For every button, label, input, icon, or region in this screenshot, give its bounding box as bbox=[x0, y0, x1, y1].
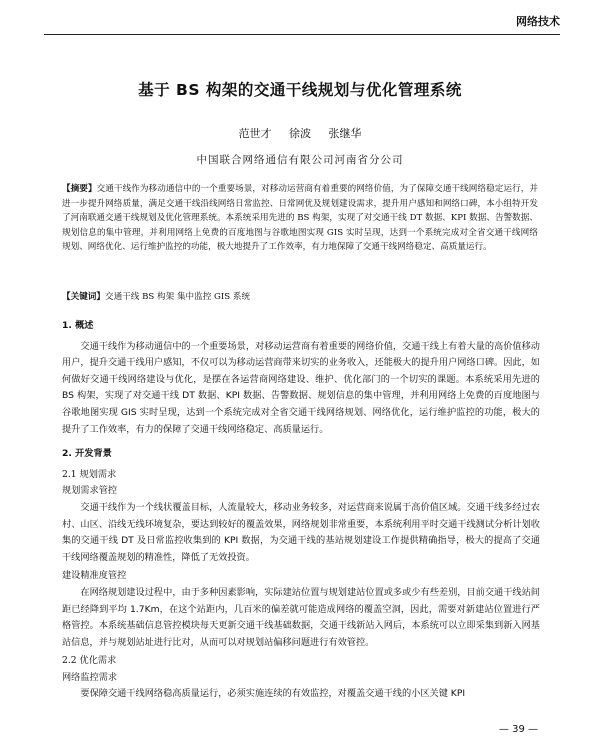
planning-demand-paragraph: 交通干线作为一个线状覆盖目标，人流量较大，移动业务较多，对运营商来说属于高价值区域。交通干线多经过农村、山区、沿线无线环境复杂，要达到较好的覆盖效果，网络规划非常重要，本系统利用平时交通干线测试分析计划收集的交通干线 DT 及日常监控收集到的 KPI 数据，为交通干线的基站规划建设工作提供精确指导，极大的提高了交通干线网络覆盖规划的精准性，降低了无效投资。 bbox=[62, 501, 540, 563]
journal-section-tag: 网络技术 bbox=[516, 15, 560, 28]
planning-subheading-precision: 建设精准度管控 bbox=[62, 570, 127, 582]
optimization-subheading-monitoring: 网络监控需求 bbox=[62, 671, 118, 683]
overview-paragraph: 交通干线作为移动通信中的一个重要场景，对移动运营商有着重要的网络价值，交通干线上有着大量的高价值移动用户，提升交通干线用户感知，不仅可以为移动运营商带来切实的业务收入，还能极大的提升用户网络口碑。因此，如何做好交通干线网络建设与优化，是摆在各运营商网络建设、维护、优化部门的一个切实的课题。本系统采用先进的 BS 构架，实现了对交通干线 DT 数据、KPI 数据、告警数据、规划信息的集中管理，并利用网络上免费的百度地图与谷歌地图实现 GIS 实时呈现，达到一个系统完成对全省交通干线网络规划、网络优化，运行维护监控的功能，极大的提升了工作效率，有力的保障了交通干线网络稳定、高质量运行。 bbox=[62, 340, 540, 435]
planning-subheading-demand: 规划需求管控 bbox=[62, 485, 118, 497]
keywords-label: 【关键词】 bbox=[62, 292, 105, 302]
optimization-monitoring-paragraph: 要保障交通干线网络稳高质量运行，必须实施连续的有效监控，对覆盖交通干线的小区关键 KPI bbox=[80, 688, 466, 700]
planning-precision-paragraph: 在网络规划建设过程中，由于多种因素影响，实际建站位置与规划建站位置或多或少有些差别，目前交通干线站间距已经降到平均 1.7Km，在这个站距内，几百米的偏差就可能造成网络的覆盖空洞，因此，需要对新建站位置进行严格管控。本系统基础信息管控模块每天更新交通干线基础数据，交通干线新站入网后，本系统可以立即采集到新入网基站信息，并与规划站址进行比对，从而可以对规划站偏移问题进行有效管控。 bbox=[62, 586, 540, 648]
header-rule bbox=[44, 34, 560, 35]
article-affiliation: 中国联合网络通信有限公司河南省分公司 bbox=[196, 154, 404, 166]
keywords-text: 交通干线 BS 构架 集中监控 GIS 系统 bbox=[104, 292, 251, 302]
abstract-text: 交通干线作为移动通信中的一个重要场景，对移动运营商有着重要的网络价值，为了保障交通干线网络稳定运行，并进一步提升网络质量，满足交通干线沿线网络日常监控、日常网优及规划建设需求，提升用户感知和网络口碑，本小组特开发了河南联通交通干线规划及优化管理系统。本系统采用先进的 BS 构架，实现了对交通干线 DT 数据、KPI 数据、告警数据、规划信息的集中管理，并利用网络上免费的百度地图与谷歌地图实现 GIS 实时呈现，达到一个系统完成对全省交通干线网络规划、网络优化、运行维护监控的功能，极大地提升了工作效率，有力地保障了交通干线网络稳定、高质量运行。 bbox=[62, 184, 538, 253]
section-heading-background: 2. 开发背景 bbox=[62, 448, 112, 460]
section-heading-overview: 1. 概述 bbox=[62, 320, 94, 331]
keywords-block bbox=[62, 290, 538, 304]
article-authors: 范世才 徐波 张继华 bbox=[238, 127, 362, 140]
page-number: — 39 — bbox=[498, 724, 538, 735]
article-body bbox=[62, 318, 540, 705]
abstract-block bbox=[62, 182, 538, 255]
article-title: 基于 BS 构架的交通干线规划与优化管理系统 bbox=[138, 81, 462, 99]
subsection-heading-optimization: 2.2 优化需求 bbox=[62, 655, 117, 667]
abstract-label: 【摘要】 bbox=[62, 184, 97, 194]
subsection-heading-planning: 2.1 规划需求 bbox=[62, 468, 117, 480]
